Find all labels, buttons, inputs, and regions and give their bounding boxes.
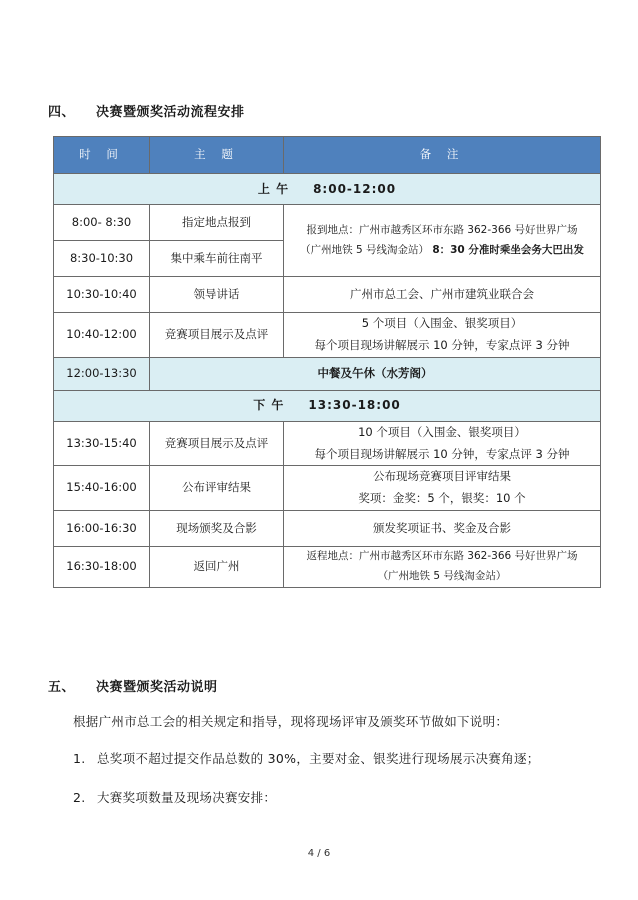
merged-note-line1: 报到地点：广州市越秀区环市东路 362-366 号好世界广场 — [306, 223, 578, 236]
row-note-line1: 返程地点：广州市越秀区环市东路 362-366 号好世界广场 — [306, 550, 578, 563]
row-note — [284, 313, 601, 358]
row-topic: 竞赛项目展示及点评 — [150, 421, 284, 466]
table-row — [54, 511, 601, 547]
intro-paragraph: 根据广州市总工会的相关规定和指导，现将现场评审及颁奖环节做如下说明： — [73, 714, 509, 729]
row-time: 13:30-15:40 — [54, 421, 150, 466]
row-note-line1: 5 个项目（入围金、银奖项目） — [361, 316, 523, 330]
table-row — [54, 205, 601, 241]
row-note-line2: （广州地铁 5 号线淘金站） — [377, 570, 507, 582]
row-topic: 现场颁奖及合影 — [150, 511, 284, 547]
merged-note-line2b: 8：30 分准时乘坐会务大巴出发 — [432, 243, 584, 256]
lunch-row — [54, 357, 601, 390]
morning-range: 8:00-12:00 — [313, 181, 397, 196]
header-topic: 主 题 — [150, 137, 284, 174]
list-item-2 — [73, 788, 276, 806]
list-item-1-number: 1. — [73, 751, 86, 766]
section-5-heading — [48, 676, 218, 695]
merged-note-line2a: （广州地铁 5 号线淘金站） — [300, 243, 429, 256]
morning-band — [54, 174, 601, 205]
row-note-line1: 公布现场竞赛项目评审结果 — [373, 469, 511, 484]
section-4-number: 四、 — [48, 105, 76, 120]
table-header-row — [54, 137, 601, 174]
row-note — [284, 547, 601, 588]
afternoon-range: 13:30-18:00 — [308, 398, 401, 413]
row-note: 广州市总工会、广州市建筑业联合会 — [284, 277, 601, 313]
row-topic: 集中乘车前往南平 — [150, 241, 284, 277]
row-note-merged — [284, 205, 601, 277]
afternoon-band — [54, 390, 601, 421]
row-topic: 领导讲话 — [150, 277, 284, 313]
header-note: 备 注 — [284, 137, 601, 174]
row-time: 10:30-10:40 — [54, 277, 150, 313]
row-time: 16:00-16:30 — [54, 511, 150, 547]
row-topic: 返回广州 — [150, 547, 284, 588]
table-row — [54, 277, 601, 313]
morning-band-cell — [54, 174, 601, 205]
list-item-1-text: 总奖项不超过提交作品总数的 30%，主要对金、银奖进行现场展示决赛角逐； — [97, 751, 540, 766]
row-note: 中餐及午休（水芳阁） — [150, 357, 601, 390]
row-note — [284, 421, 601, 466]
row-time: 8:30-10:30 — [54, 241, 150, 277]
list-item-2-number: 2. — [73, 790, 86, 805]
row-time: 10:40-12:00 — [54, 313, 150, 358]
row-time: 16:30-18:00 — [54, 547, 150, 588]
row-note — [284, 466, 601, 511]
row-note-line2: 奖项：金奖：5 个，银奖：10 个 — [358, 491, 526, 506]
list-item-2-text: 大赛奖项数量及现场决赛安排： — [97, 790, 277, 805]
morning-label: 上 午 — [257, 181, 290, 196]
header-time: 时 间 — [54, 137, 150, 174]
row-note-line2: 每个项目现场讲解展示 10 分钟，专家点评 3 分钟 — [314, 446, 570, 461]
section-4-title: 决赛暨颁奖活动流程安排 — [96, 105, 245, 120]
section-5-title: 决赛暨颁奖活动说明 — [96, 680, 218, 695]
row-topic: 竞赛项目展示及点评 — [150, 313, 284, 358]
schedule-table — [53, 136, 601, 588]
row-topic: 指定地点报到 — [150, 205, 284, 241]
list-item-1 — [73, 749, 540, 767]
table-row — [54, 547, 601, 588]
row-note-line1: 10 个项目（入围金、银奖项目） — [358, 424, 526, 439]
table-row — [54, 313, 601, 358]
table-row — [54, 421, 601, 466]
table-row — [54, 466, 601, 511]
afternoon-label: 下 午 — [253, 398, 285, 413]
section-5-number: 五、 — [48, 680, 76, 695]
page-number: 4 / 6 — [307, 848, 331, 859]
row-topic: 公布评审结果 — [150, 466, 284, 511]
row-time: 12:00-13:30 — [54, 357, 150, 390]
row-time: 15:40-16:00 — [54, 466, 150, 511]
row-note-line2: 每个项目现场讲解展示 10 分钟，专家点评 3 分钟 — [314, 337, 570, 352]
section-4-heading — [48, 101, 245, 120]
row-time: 8:00- 8:30 — [54, 205, 150, 241]
merged-note-line2 — [284, 241, 600, 261]
afternoon-band-cell — [54, 390, 601, 421]
row-note: 颁发奖项证书、奖金及合影 — [284, 511, 601, 547]
